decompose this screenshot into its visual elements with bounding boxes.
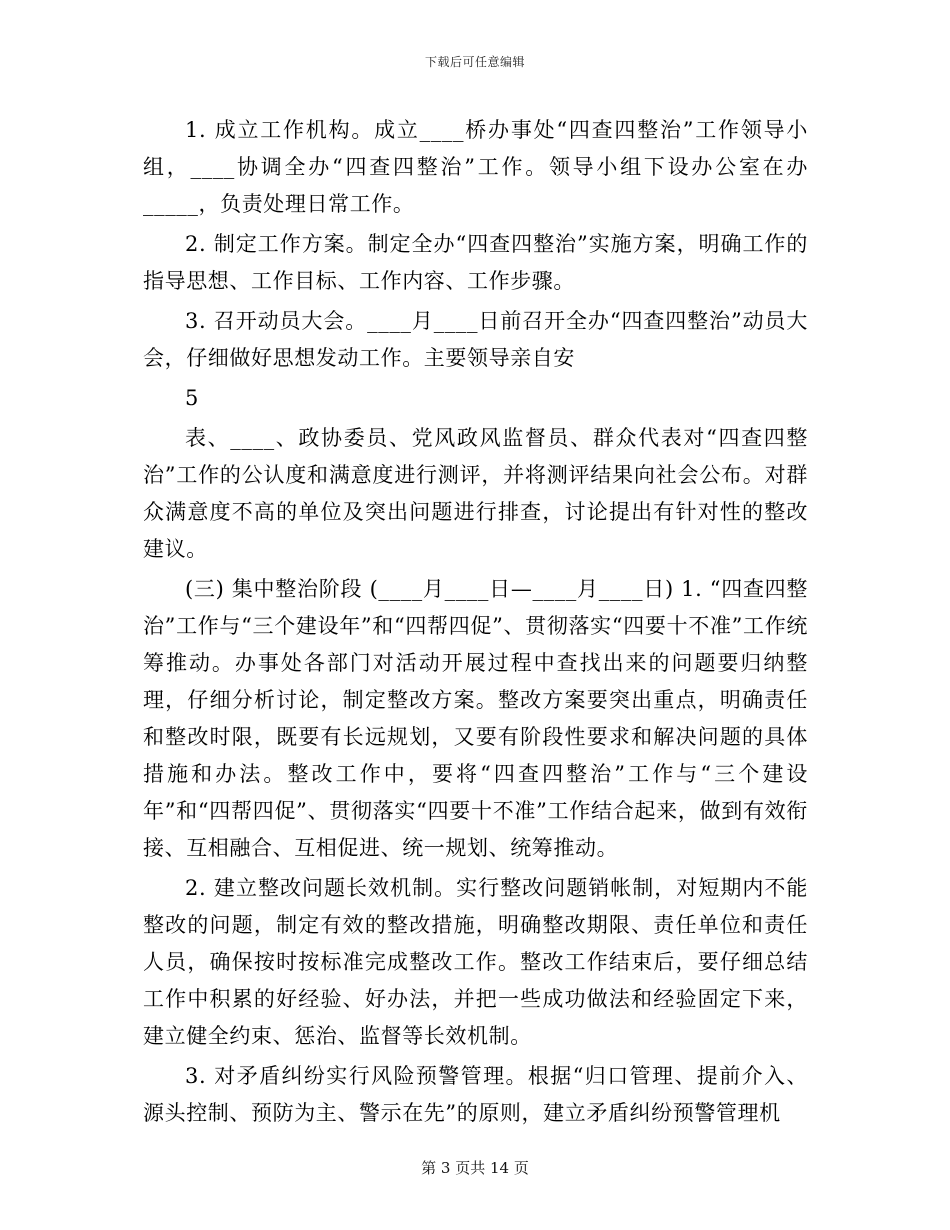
document-body xyxy=(143,112,808,1132)
paragraph-mobilization-meeting: 3. 召开动员大会。____月____日前召开全办“四查四整治”动员大会，仔细做好思想发动工作。主要领导亲自安 xyxy=(143,309,808,370)
paragraph-evaluation: 表、____、政协委员、党风政风监督员、群众代表对“四查四整治”工作的公认度和满意度进行测评，并将测评结果向社会公布。对群众满意度不高的单位及突出问题进行排查，讨论提出有针对性的整改建议。 xyxy=(143,426,808,561)
page-header-note: 下载后可任意编辑 xyxy=(424,55,525,69)
paragraph-page-number-fragment: 5 xyxy=(185,386,199,410)
paragraph-establish-organization: 1. 成立工作机构。成立____桥办事处“四查四整治”工作领导小组，____协调全办“四查四整治”工作。领导小组下设办公室在办_____，负责处理日常工作。 xyxy=(143,118,808,216)
paragraph-risk-warning: 3. 对矛盾纠纷实行风险预警管理。根据“归口管理、提前介入、源头控制、预防为主、警示在先”的原则，建立矛盾纠纷预警管理机 xyxy=(143,1064,808,1125)
paragraph-rectification-stage: (三) 集中整治阶段 (____月____日—____月____日) 1. “四查四整治”工作与“三个建设年”和“四帮四促”、贯彻落实“四要十不准”工作统筹推动。办事处各部门对活动开展过程中查找出来的问题要归纳整理，仔细分析讨论，制定整改方案。整改方案要突出重点，明确责任和整改时限，既要有长远规划，又要有阶段性要求和解决问题的具体措施和办法。整改工作中，要将“四查四整治”工作与“三个建设年”和“四帮四促”、贯彻落实“四要十不准”工作结合起来，做到有效衔接、互相融合、互相促进、统一规划、统筹推动。 xyxy=(143,577,808,860)
page-number-footer: 第 3 页共 14 页 xyxy=(421,1159,529,1177)
paragraph-work-plan: 2. 制定工作方案。制定全办“四查四整治”实施方案，明确工作的指导思想、工作目标、工作内容、工作步骤。 xyxy=(143,232,808,293)
paragraph-long-term-mechanism: 2. 建立整改问题长效机制。实行整改问题销帐制，对短期内不能整改的问题，制定有效的整改措施，明确整改期限、责任单位和责任人员，确保按时按标准完成整改工作。整改工作结束后，要仔细总结工作中积累的好经验、好办法，并把一些成功做法和经验固定下来，建立健全约束、惩治、监督等长效机制。 xyxy=(143,876,808,1048)
